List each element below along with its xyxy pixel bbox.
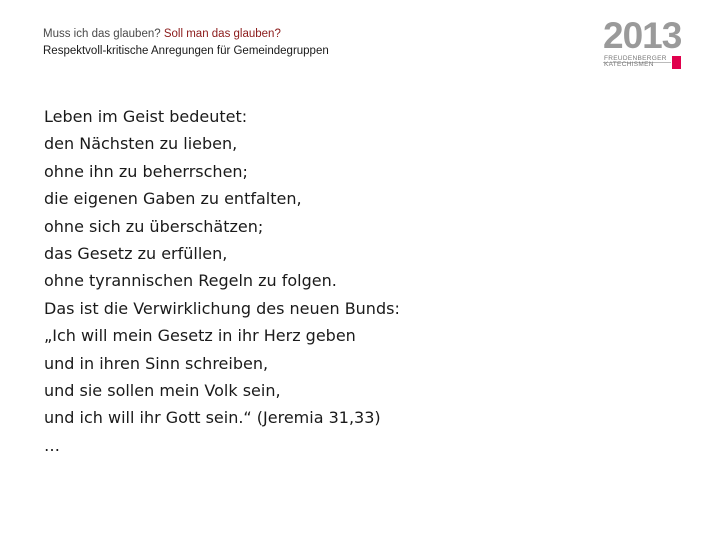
logo-line-1: FREUDENBERGER (604, 55, 667, 62)
slide-header (43, 26, 329, 60)
header-question-2: Soll man das glauben? (163, 28, 281, 40)
logo (603, 15, 682, 68)
poem-line: „Ich will mein Gesetz in ihr Herz geben (44, 326, 356, 346)
poem-text (44, 103, 400, 459)
poem-line: Das ist die Verwirklichung des neuen Bunds: (44, 298, 400, 318)
logo-line-2: KATECHISMEN (604, 61, 654, 68)
poem-line: das Gesetz zu erfüllen, (44, 243, 228, 263)
poem-line: die eigenen Gaben zu entfalten, (44, 189, 302, 209)
poem-line: ohne sich zu überschätzen; (44, 216, 264, 236)
header-question-line (43, 26, 329, 43)
poem-line: und sie sollen mein Volk sein, (44, 380, 281, 400)
poem-line: ohne tyrannischen Regeln zu folgen. (44, 271, 337, 291)
poem-line: und in ihren Sinn schreiben, (44, 353, 269, 373)
poem-line: ohne ihn zu beherrschen; (44, 161, 248, 181)
poem-line: Leben im Geist bedeutet: (44, 107, 248, 126)
header-question-1: Muss ich das glauben? (43, 28, 161, 40)
poem-line: und ich will ihr Gott sein.“ (Jeremia 31,33) (44, 408, 381, 428)
poem-line: den Nächsten zu lieben, (44, 134, 238, 154)
logo-year: 2013 (603, 15, 682, 56)
logo-accent-mark (672, 56, 681, 69)
poem-line: … (44, 435, 60, 455)
header-subtitle: Respektvoll-kritische Anregungen für Gemeindegruppen (43, 45, 329, 57)
